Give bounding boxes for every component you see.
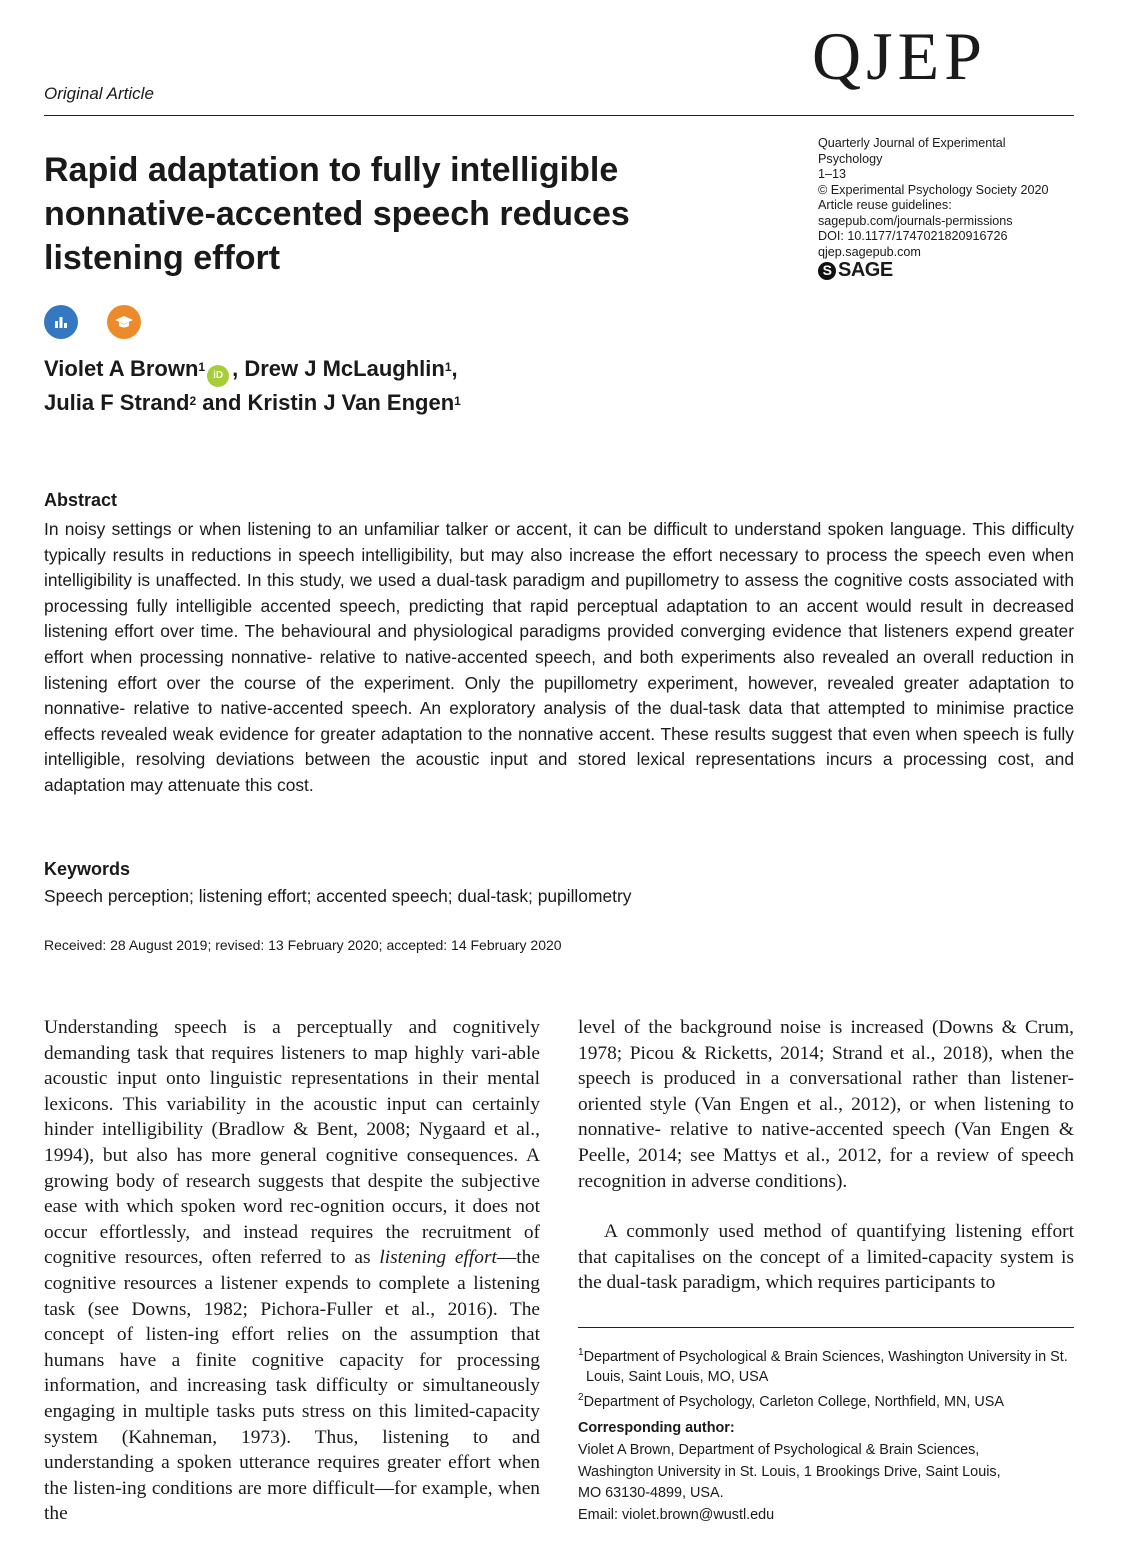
author-list: Violet A Brown$^1$iD , Drew J McLaughlin$^1$, Julia F Strand$^2$ and Kristin J Van Engen$^1$: [44, 356, 461, 415]
abstract-text: In noisy settings or when listening to an unfamiliar talker or accent, it can be difficult to understand spoken language. This difficulty typically results in reductions in speech intelligibility, but may also increase the effort necessary to process the speech even when intelligibility is unaffected. In this study, we used a dual-task paradigm and pupillometry to assess the cognitive costs associated with processing fully intelligible accented speech, predicting that rapid perceptual adaptation to an accent would result in decreased listening effort over time. The behavioural and physiological paradigms provided converging evidence that listeners expend greater effort when processing nonnative- relative to native-accented speech, and both experiments also revealed an overall reduction in listening effort over the course of the experiment. Only the pupillometry experiment, however, revealed greater adaptation to nonnative- relative to native-accented speech. An exploratory analysis of the dual-task data that attempted to minimise practice effects revealed weak evidence for greater adaptation to the nonnative accent. These results suggest that even when speech is fully intelligible, resolving deviations between the acoustic input and stored lexical representations incurs a processing cost, and adaptation may attenuate this cost.: [44, 519, 1074, 795]
sage-s-icon: S: [818, 262, 836, 280]
keywords-list: Speech perception; listening effort; accented speech; dual-task; pupillometry: [44, 886, 632, 906]
affiliation-marker: 2: [189, 393, 197, 408]
permissions-link[interactable]: sagepub.com/journals-permissions: [818, 213, 1013, 228]
affiliation-1: [578, 1343, 1078, 1388]
journal-info-block: [818, 136, 1078, 280]
page-range: 1–13: [818, 167, 847, 181]
affiliation-marker: 1: [454, 393, 461, 408]
corresponding-author-details: [578, 1440, 1078, 1526]
corresponding-author-line: MO 63130-4899, USA.: [578, 1485, 724, 1501]
header-divider: [44, 115, 1074, 116]
body-text: Understanding speech is a perceptually and cognitively demanding task that requires listeners to map highly vari-able acoustic input onto linguistic representations in their mental lexicons. This variability in the acoustic input can certainly hinder intelligibility (Bradlow & Bent, 2008; Nygaard et al., 1994), but also has more general cognitive consequences. A growing body of research suggests that despite the subjective ease with which spoken word rec-ognition occurs, it does not occur effortlessly, and instead requires the recruitment of cognitive resources, often referred to as: [44, 1017, 540, 1269]
article-type-label: Original Article: [44, 84, 154, 103]
reuse-guidelines-label: Article reuse guidelines:: [818, 198, 952, 212]
journal-logo: QJEP: [812, 18, 987, 94]
author-name[interactable]: Julia F Strand: [44, 389, 190, 415]
author-name[interactable]: Violet A Brown: [44, 356, 199, 381]
journal-name-line-2: Psychology: [818, 151, 883, 166]
orcid-icon[interactable]: iD: [207, 365, 229, 387]
journal-name-line-1: Quarterly Journal of Experimental: [818, 136, 1006, 150]
author-name[interactable]: Drew J McLaughlin: [244, 356, 445, 381]
affiliation-marker: 1: [444, 360, 452, 374]
affiliation-marker: 2: [578, 1391, 584, 1403]
journal-website-link[interactable]: qjep.sagepub.com: [818, 244, 921, 259]
abstract-heading: Abstract: [44, 490, 118, 510]
graduation-cap-icon: [114, 313, 134, 331]
body-italic-term: listening effort: [379, 1247, 497, 1269]
author-name[interactable]: Kristin J Van Engen: [247, 389, 455, 415]
publication-dates: Received: 28 August 2019; revised: 13 February 2020; accepted: 14 February 2020: [44, 937, 562, 953]
corresponding-author-line: Washington University in St. Louis, 1 Brookings Drive, Saint Louis,: [578, 1463, 1001, 1480]
body-paragraph-left: [44, 1015, 540, 1527]
open-data-badge[interactable]: [44, 305, 78, 339]
author-joiner: and: [202, 389, 242, 415]
affiliations-footnote: [578, 1343, 1078, 1412]
bar-chart-icon: [52, 313, 70, 331]
corresponding-author-heading: Corresponding author:: [578, 1420, 735, 1436]
body-paragraph-right-2: A commonly used method of quantifying listening effort that capitalises on the concept of a limited-capacity system is the dual-task paradigm, which requires participants to: [578, 1221, 1074, 1294]
sage-publisher-logo: [818, 259, 1078, 282]
sage-logo-text: SAGE: [838, 259, 893, 282]
affiliation-2: [578, 1388, 1078, 1412]
affiliation-text: Department of Psychological & Brain Sciences, Washington University in St. Louis, Saint Louis, MO, USA: [583, 1348, 1068, 1386]
footnote-divider: [578, 1327, 1074, 1328]
keywords-heading: Keywords: [44, 859, 131, 879]
doi-line[interactable]: DOI: 10.1177/1747021820916726: [818, 229, 1008, 243]
article-title: Rapid adaptation to fully intelligible nonnative-accented speech reduces listening effort: [44, 151, 630, 277]
copyright-line: © Experimental Psychology Society 2020: [818, 182, 1049, 197]
affiliation-text: Department of Psychology, Carleton College, Northfield, MN, USA: [583, 1393, 1005, 1410]
open-materials-badge[interactable]: [107, 305, 141, 339]
body-paragraph-right-1: level of the background noise is increased (Downs & Crum, 1978; Picou & Ricketts, 2014; Strand et al., 2018), when the speech is produced in a conversational rather than listener-oriented style (Van Engen et al., 2012), or when listening to nonnative- relative to native-accented speech (Van Engen & Peelle, 2014; see Mattys et al., 2012, for a review of speech recognition in adverse conditions).: [578, 1017, 1074, 1192]
corresponding-author-line: Violet A Brown, Department of Psychological & Brain Sciences,: [578, 1442, 980, 1458]
corresponding-author-email[interactable]: Email: violet.brown@wustl.edu: [578, 1506, 775, 1523]
affiliation-marker: 1: [578, 1347, 584, 1358]
body-text: —the cognitive resources a listener expends to complete a listening task (see Downs, 1982; Pichora-Fuller et al., 2016). The concept of listen-ing effort relies on the assumption that humans have a finite cognitive capacity for processing information, and increasing task difficulty or simultaneously engaging in multiple tasks puts stress on this limited-capacity system (Kahneman, 1973). Thus, listening to and understanding a spoken utterance requires greater effort when the listen-ing conditions are more difficult—for example, when the: [44, 1247, 540, 1525]
affiliation-marker: 1: [198, 360, 206, 374]
